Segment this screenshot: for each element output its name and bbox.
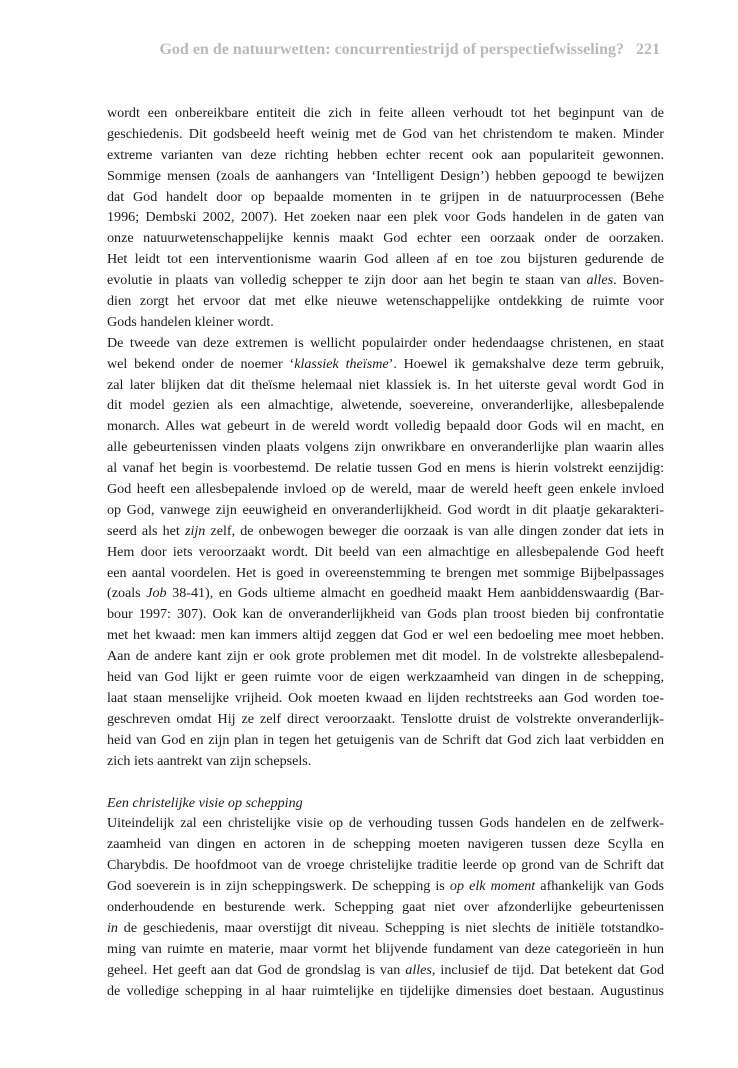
italic-emphasis: alles bbox=[586, 272, 614, 289]
section-heading: Een christelijke visie op schepping bbox=[107, 794, 303, 811]
text-line: evolutie in plaats van volledig schepper te zijn door aan het begin te staan van alles. Boven- bbox=[107, 272, 664, 289]
text-line: de volledige schepping in al haar ruimtelijke en tijdelijke dimensies doet bestaan. Augustinus bbox=[107, 982, 664, 999]
text-line: op God, vanwege zijn eeuwigheid en onveranderlijkheid. God wordt in dit plaatje gekarakteri- bbox=[107, 501, 664, 518]
text-line: geschiedenis. Dit godsbeeld heeft weinig met de God van het christendom te maken. Minder bbox=[107, 125, 664, 142]
text-line: bour 1997: 307). Ook kan de onveranderlijkheid van Gods plan troost bieden bij confrontatie bbox=[107, 606, 664, 623]
running-head bbox=[107, 41, 660, 59]
text-line: God heeft een allesbepalende invloed op de wereld, maar de wereld heeft geen enkele invloed bbox=[107, 481, 664, 498]
text-line: dien zorgt het ervoor dat met elke nieuwe wetenschappelijke ontdekking de ruimte voor bbox=[107, 293, 664, 310]
text-line: ming van ruimte en materie, maar vormt het blijvende fundament van deze categorieën in hun bbox=[107, 940, 664, 957]
text-line: God soeverein is in zijn scheppingswerk. De schepping is op elk moment afhankelijk van Gods bbox=[107, 878, 664, 895]
text-line: een aantal voordelen. Het is goed in overeenstemming te brengen met sommige Bijbelpassages bbox=[107, 564, 664, 581]
text-line: laat staan menselijke vrijheid. Ook moeten kwaad en lijden rechtstreeks aan God worden toe- bbox=[107, 689, 664, 706]
text-line: Hem door iets veroorzaakt wordt. Dit beeld van een almachtige en allesbepalende God heeft bbox=[107, 543, 664, 560]
text-line: zal later blijken dat dit theïsme helemaal niet klassiek is. In het uiterste geval wordt God in bbox=[107, 376, 664, 393]
italic-emphasis: in bbox=[107, 919, 118, 936]
text-line: monarch. Alles wat gebeurt in de wereld wordt volledig bepaald door Gods wil en macht, en bbox=[107, 418, 664, 435]
text-line: zich iets aantrekt van zijn schepsels. bbox=[107, 752, 312, 769]
italic-emphasis: Job bbox=[146, 585, 167, 602]
running-head-title: God en de natuurwetten: concurrentiestrijd of perspectiefwisseling? bbox=[159, 41, 624, 58]
text-line: wel bekend onder de noemer ‘klassiek theïsme’. Hoewel ik gemakshalve deze term gebruik, bbox=[107, 355, 664, 372]
text-line: Sommige mensen (zoals de aanhangers van ‘Intelligent Design’) hebben gepoogd te bewijzen bbox=[107, 167, 664, 184]
text-line: Charybdis. De hoofdmoot van de vroege christelijke traditie leerde op grond van de Schrift dat bbox=[107, 857, 664, 874]
italic-emphasis: klassiek theïsme bbox=[294, 355, 389, 372]
text-line: seerd als het zijn zelf, de onbewogen beweger die oorzaak is van alle dingen zonder dat iets in bbox=[107, 522, 664, 539]
text-line: alle gebeurtenissen vinden plaats volgens zijn onwrikbare en onveranderlijke plan waarin alles bbox=[107, 439, 664, 456]
italic-emphasis: alles bbox=[405, 961, 432, 978]
text-line: Aan de andere kant zijn er ook grote problemen met dit model. In de volstrekte allesbepalend- bbox=[107, 648, 664, 665]
italic-emphasis: op elk moment bbox=[449, 878, 536, 895]
text-line: onze natuurwetenschappelijke kennis maakt God echter een oorzaak onder de oorzaken. bbox=[107, 230, 664, 247]
text-line: geschreven omdat Hij ze zelf direct veroorzaakt. Tenslotte druist de volstrekte onveranderlijk- bbox=[107, 710, 664, 727]
text-line: dat God handelt door op bepaalde momenten in te grijpen in de natuurprocessen (Behe bbox=[107, 188, 664, 205]
text-line: in de geschiedenis, maar overstijgt dit niveau. Schepping is niet slechts de initiële totstandko- bbox=[107, 919, 664, 936]
text-line: Uiteindelijk zal een christelijke visie op de verhouding tussen Gods handelen en de zelfwerk- bbox=[107, 815, 664, 832]
text-line: zaamheid van dingen en actoren in de schepping moeten navigeren tussen deze Scylla en bbox=[107, 836, 664, 853]
text-line: onderhoudende en besturende werk. Schepping gaat niet over afzonderlijke gebeurtenissen bbox=[107, 898, 664, 915]
text-line: (zoals Job 38-41), en Gods ultieme almacht en goedheid maakt Hem aanbiddenswaardig (Bar- bbox=[107, 585, 664, 602]
paragraph bbox=[107, 103, 664, 333]
paragraph bbox=[107, 333, 664, 772]
italic-emphasis: zijn bbox=[184, 522, 206, 539]
text-line: 1996; Dembski 2002, 2007). Het zoeken naar een plek voor Gods handelen in de gaten van bbox=[107, 209, 664, 226]
text-line: geheel. Het geeft aan dat God de grondslag is van alles, inclusief de tijd. Dat betekent dat God bbox=[107, 961, 664, 978]
text-line: dit model gezien als een almachtige, alwetende, soevereine, onveranderlijke, allesbepalende bbox=[107, 397, 664, 414]
text-line: extreme varianten van deze richting hebben echter recent ook aan populariteit gewonnen. bbox=[107, 146, 664, 163]
text-line: Gods handelen kleiner wordt. bbox=[107, 313, 274, 330]
body-text bbox=[107, 103, 664, 1001]
text-line: wordt een onbereikbare entiteit die zich in feite alleen verhoudt tot het beginpunt van de bbox=[107, 105, 664, 121]
text-line: al vanaf het begin is voorbestemd. De relatie tussen God en mens is hierin volstrekt eenzijdig: bbox=[107, 460, 664, 477]
text-line: met het kwaad: men kan immers altijd zeggen dat God er wel een bedoeling mee moet hebben. bbox=[107, 627, 664, 644]
text-line: Het leidt tot een interventionisme waarin God alleen af en toe zou bijsturen gedurende de bbox=[107, 251, 664, 268]
text-line: heid van God lijkt er geen ruimte voor de eigen werkzaamheid van dingen in de schepping, bbox=[107, 669, 664, 686]
text-line: De tweede van deze extremen is wellicht populairder onder hedendaagse christenen, en staat bbox=[107, 334, 664, 351]
paragraph bbox=[107, 813, 664, 1001]
text-line: heid van God en zijn plan in tegen het getuigenis van de Schrift dat God zich laat verbidden en bbox=[107, 731, 664, 748]
page-number: 221 bbox=[636, 41, 660, 58]
